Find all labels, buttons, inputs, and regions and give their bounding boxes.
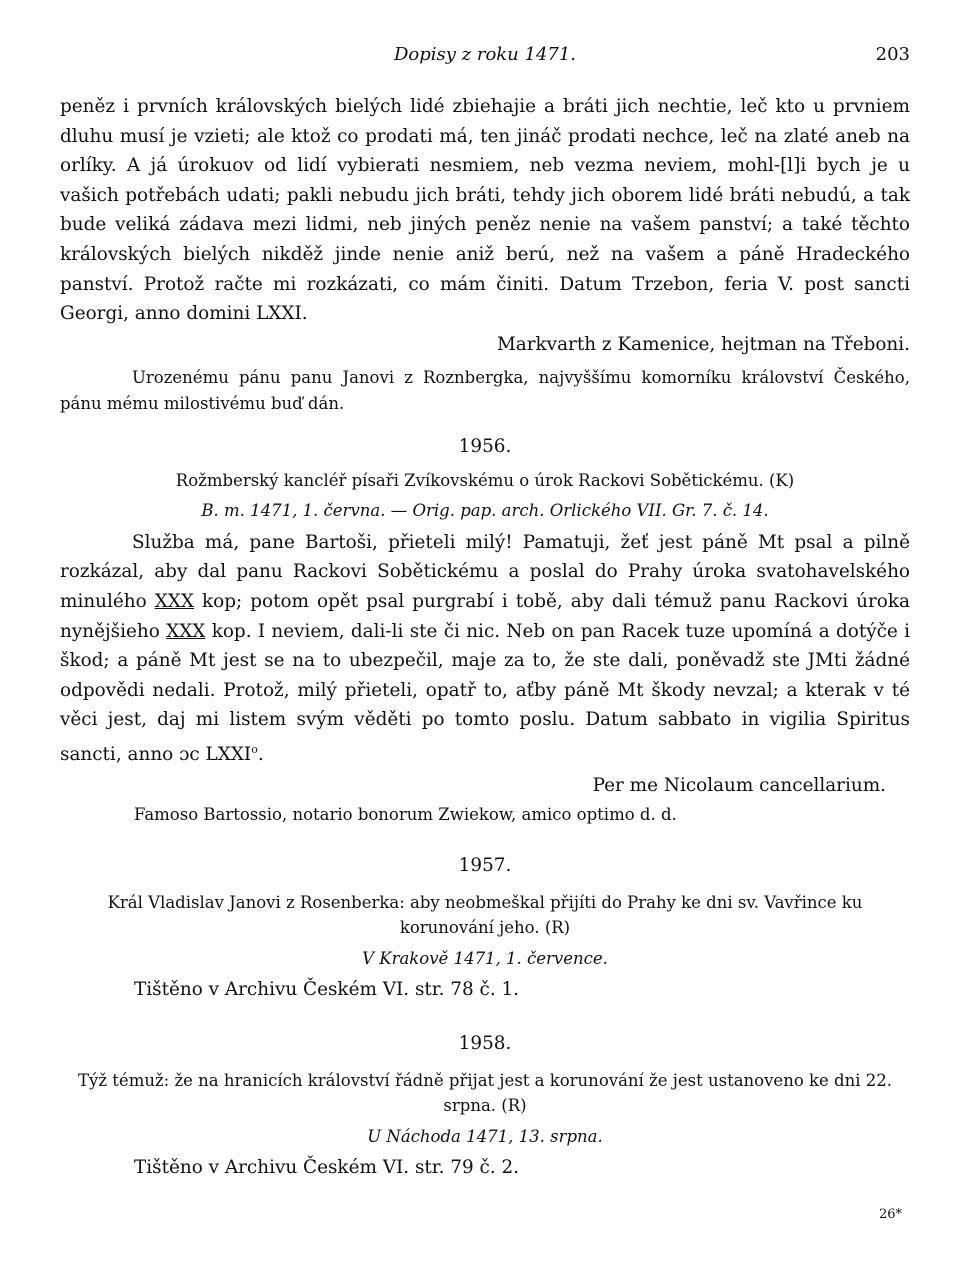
document-source: U Náchoda 1471, 13. srpna.: [367, 1126, 603, 1146]
document-source: V Krakově 1471, 1. července.: [362, 948, 608, 968]
letter-text-part: kop. I neviem, dali-li ste či nic. Neb on pan Racek tuze upomíná a dotýče i škod; a páně Mt jest se na to ubezpečil, maje za to, že ste dali, poněvadž ste JMti žádné odpovědi nedali. Protož, milý přieteli, opatř to, aťby páně Mt škody nevzal; a kterak v té věci jest, daj mi listem svým věděti po tomto poslu. Datum sabbato in vigilia Spiritus sancti, anno ɔc LXXI: [60, 620, 910, 766]
document-1958: [60, 1030, 910, 1182]
document-1957: [60, 852, 910, 1004]
document-title: Rožmberský kancléř písaři Zvíkovskému o úrok Rackovi Sobětickému. (K): [175, 470, 795, 490]
letter-text-part: kop; potom opět psal purgrabí i tobě, aby dali témuž panu Rackovi úroka nynějšieho: [60, 590, 910, 642]
running-head: [60, 40, 910, 74]
document-source: B. m. 1471, 1. června. — Orig. pap. arch. Orlického VII. Gr. 7. č. 14.: [201, 500, 769, 520]
page-number: 203: [875, 44, 910, 65]
book-page: [60, 40, 910, 1250]
running-title: Dopisy z roku 1471.: [393, 44, 577, 65]
intro-paragraph: peněz i prvních královských bielých lidé zbiehajie a bráti jich nechtie, leč kto u prvniem dluhu musí je vzieti; ale ktož co prodati má, ten jináč prodati nechce, leč na zlaté aneb na orlíky. A já úrokuov od lidí vybierati nesmiem, neb vezma neviem, mohl-[l]i bych je u vašich potřebách udati; pakli nebudu jich bráti, tehdy jich oborem lidé bráti nebudú, a tak bude veliká zádava mezi lidmi, neb jiných peněz nenie na vašem panství; a také těchto královských bielých nikděž jinde nenie aniž berú, než na vašem a páně Hradeckého panství. Protož račte mi rozkázati, co mám činiti. Datum Trzebon, feria V. post sancti Georgi, anno domini LXXI.: [60, 96, 910, 325]
document-title: Král Vladislav Janovi z Rosenberka: aby neobmeškal přijíti do Prahy ke dni sv. Vavřince ku korunování jeho. (R): [107, 892, 863, 937]
printed-reference: Tištěno v Archivu Českém VI. str. 79 č. 2.: [134, 1156, 520, 1178]
document-number: 1956.: [458, 435, 512, 457]
letter-text: [60, 528, 910, 770]
document-number: 1957.: [458, 854, 512, 876]
letter-address: Famoso Bartossio, notario bonorum Zwiekow, amico optimo d. d.: [134, 804, 677, 824]
document-number: 1958.: [458, 1032, 512, 1054]
letter-text-part: Služba má, pane Bartoši, přieteli milý! Pamatuji, žeť jest páně Mt psal a pilně rozkázal, aby dal panu Rackovi Sobětickému a poslal do Prahy úroka svatohavelského minulého: [60, 531, 910, 612]
superscript: o: [251, 742, 258, 756]
intro-address: Urozenému pánu panu Janovi z Roznbergka, najvyššímu komorníku království Českého, pánu mému milostivému buď dán.: [60, 367, 910, 413]
intro-signature: Markvarth z Kamenice, hejtman na Třeboni.: [496, 333, 910, 355]
document-1956: [60, 433, 910, 828]
printed-reference: Tištěno v Archivu Českém VI. str. 78 č. 1.: [134, 978, 520, 1000]
roman-numeral: XXX: [166, 620, 206, 642]
document-title: Týž témuž: že na hranicích království řádně přijat jest a korunování že jest ustanoveno ke dni 22. srpna. (R): [78, 1070, 892, 1115]
letter-text-part: .: [257, 744, 264, 766]
roman-numeral: XXX: [154, 590, 194, 612]
letter-signature: Per me Nicolaum cancellarium.: [592, 774, 886, 796]
sheet-signature: 26*: [878, 1207, 902, 1222]
